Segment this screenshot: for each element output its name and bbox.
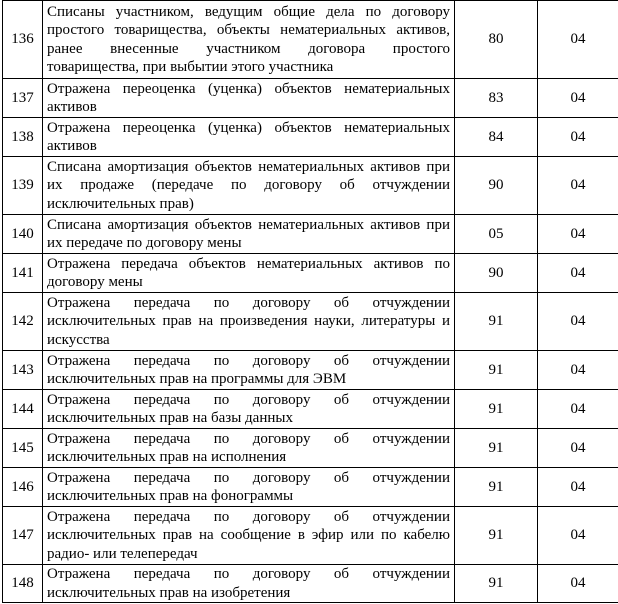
credit-account: 04 [538,254,618,293]
entry-description: Отражена передача по договору об отчуждении исключительных прав на программы для ЭВМ [43,351,455,390]
entry-description: Отражена передача по договору об отчуждении исключительных прав на сообщение в эфир или по кабелю радио- или телепередач [43,507,455,565]
entry-description: Отражена передача объектов нематериальных активов по договору мены [43,254,455,293]
row-number: 148 [3,565,43,603]
debit-account: 83 [455,79,538,118]
row-number: 147 [3,507,43,565]
entry-description: Отражена передача по договору об отчуждении исключительных прав на изобретения [43,565,455,603]
debit-account: 91 [455,468,538,507]
table-row [3,429,618,468]
table-row [3,565,618,603]
row-number: 137 [3,79,43,118]
credit-account: 04 [538,293,618,351]
table-row [3,79,618,118]
row-number: 145 [3,429,43,468]
entry-description: Отражена переоценка (уценка) объектов нематериальных активов [43,79,455,118]
credit-account: 04 [538,565,618,603]
debit-account: 91 [455,507,538,565]
credit-account: 04 [538,507,618,565]
row-number: 141 [3,254,43,293]
row-number: 144 [3,390,43,429]
debit-account: 84 [455,118,538,157]
debit-account: 91 [455,390,538,429]
row-number: 140 [3,215,43,254]
credit-account: 04 [538,429,618,468]
debit-account: 90 [455,157,538,215]
table-row [3,215,618,254]
entry-description: Отражена передача по договору об отчуждении исключительных прав на фонограммы [43,468,455,507]
table-row [3,390,618,429]
credit-account: 04 [538,390,618,429]
table-row [3,1,618,79]
entry-description: Отражена передача по договору об отчуждении исключительных прав на базы данных [43,390,455,429]
entry-description: Списана амортизация объектов нематериальных активов при их передаче по договору мены [43,215,455,254]
row-number: 136 [3,1,43,79]
credit-account: 04 [538,215,618,254]
entry-description: Списаны участником, ведущим общие дела по договору простого товарищества, объекты нематериальных активов, ранее внесенные участником договора простого товарищества, при выбытии этого участника [43,1,455,79]
credit-account: 04 [538,1,618,79]
row-number: 142 [3,293,43,351]
debit-account: 91 [455,351,538,390]
debit-account: 05 [455,215,538,254]
table-row [3,507,618,565]
table-row [3,254,618,293]
debit-account: 80 [455,1,538,79]
entry-description: Списана амортизация объектов нематериальных активов при их продаже (передаче по договору об отчуждении исключительных прав) [43,157,455,215]
entry-description: Отражена переоценка (уценка) объектов нематериальных активов [43,118,455,157]
debit-account: 90 [455,254,538,293]
credit-account: 04 [538,468,618,507]
credit-account: 04 [538,118,618,157]
debit-account: 91 [455,293,538,351]
debit-account: 91 [455,429,538,468]
row-number: 138 [3,118,43,157]
row-number: 139 [3,157,43,215]
table-row [3,351,618,390]
debit-account: 91 [455,565,538,603]
table-body [3,1,618,603]
credit-account: 04 [538,351,618,390]
credit-account: 04 [538,157,618,215]
table-row [3,157,618,215]
table-row [3,118,618,157]
credit-account: 04 [538,79,618,118]
entry-description: Отражена передача по договору об отчуждении исключительных прав на исполнения [43,429,455,468]
accounting-entries-table [2,0,618,603]
row-number: 146 [3,468,43,507]
table-row [3,468,618,507]
row-number: 143 [3,351,43,390]
entry-description: Отражена передача по договору об отчуждении исключительных прав на произведения науки, литературы и искусства [43,293,455,351]
table-row [3,293,618,351]
